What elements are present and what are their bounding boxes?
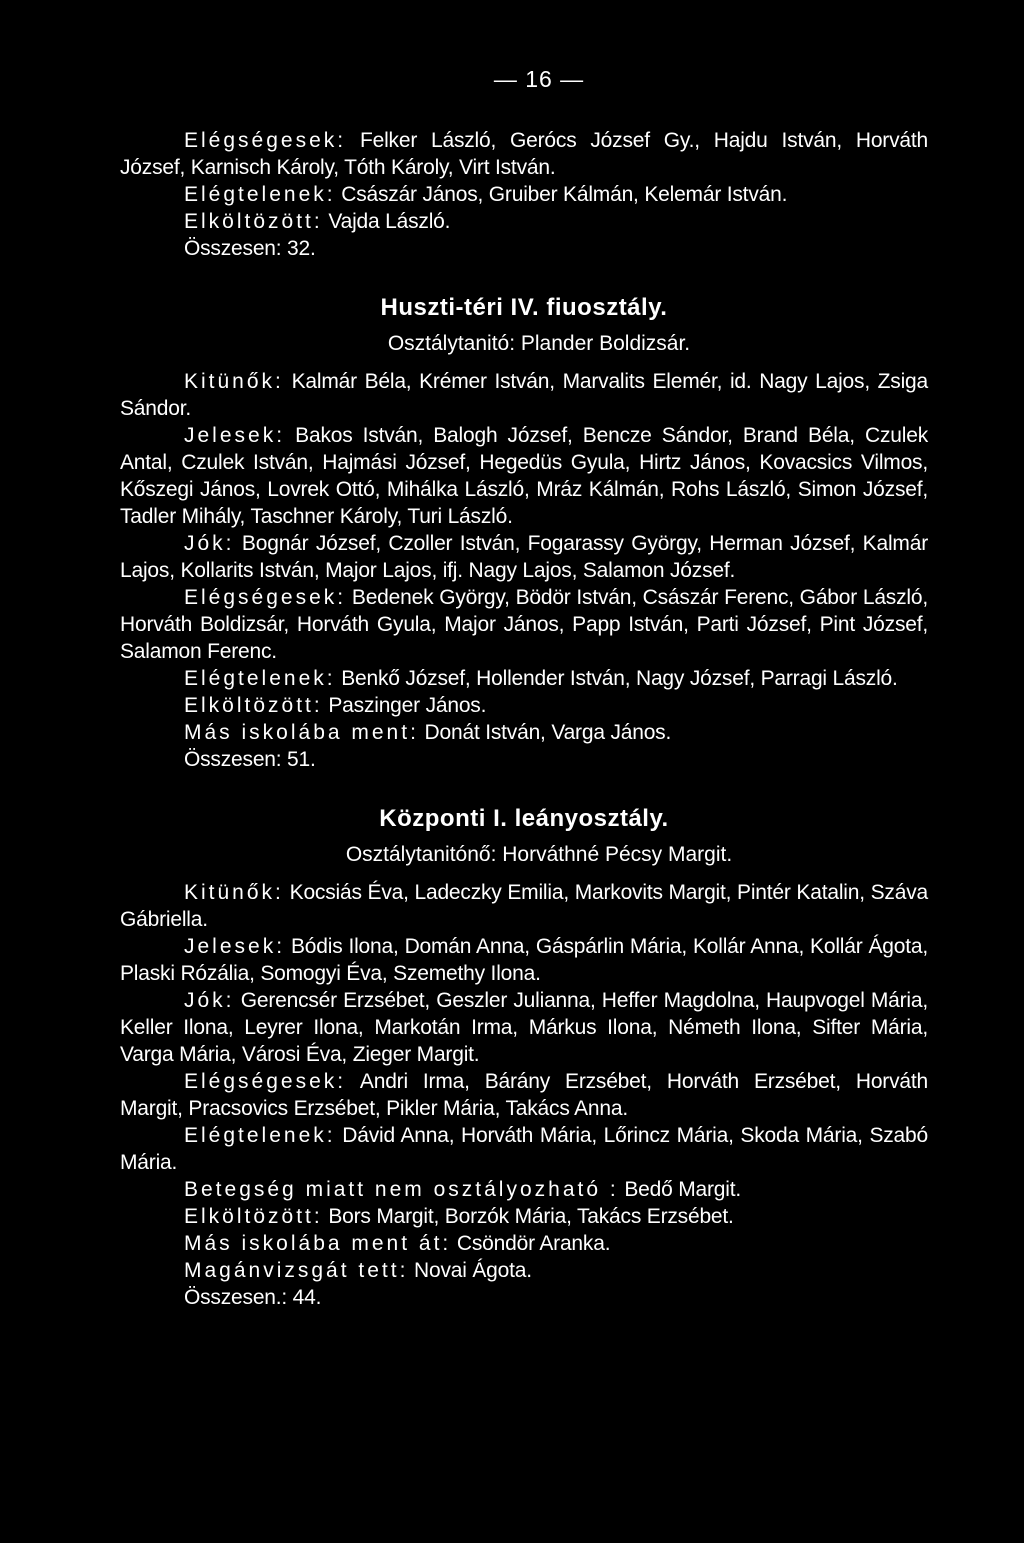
- section-huszti-teri: [120, 294, 928, 773]
- paragraph-label: Elégségesek:: [184, 1070, 347, 1093]
- paragraph-label: Jók:: [184, 532, 235, 555]
- paragraph-label: Elégségesek:: [184, 129, 347, 152]
- page-number: — 16 —: [493, 66, 585, 92]
- paragraph-label: Elégtelenek:: [184, 183, 336, 206]
- section-title: Huszti-téri IV. fiuosztály.: [380, 294, 668, 321]
- paragraph-betegseg: [120, 1176, 928, 1203]
- paragraph-elkoltozott: [120, 692, 928, 719]
- paragraph-mas-iskolaba: [120, 719, 928, 746]
- paragraph-text: Csöndör Aranka.: [451, 1232, 611, 1255]
- paragraph-text: Összesen: 51.: [184, 748, 316, 771]
- paragraph-elegtelenek: [120, 665, 928, 692]
- paragraph-label: Más iskolába ment át:: [184, 1232, 452, 1255]
- paragraph-text: Gerencsér Erzsébet, Geszler Julianna, Heffer Magdolna, Haupvogel Mária, Keller Ilona, Leyrer Ilona, Markotán Irma, Márkus Ilona, Németh Ilona, Sifter Mária, Varga Mária, Városi Éva, Zieger Margit.: [120, 989, 928, 1066]
- paragraph-mas-iskolaba: [120, 1230, 928, 1257]
- paragraph-elegtelenek: [120, 181, 928, 208]
- section-title: Központi I. leányosztály.: [379, 805, 669, 832]
- paragraph-jok: [120, 987, 928, 1068]
- paragraph-elegsegesek: [120, 127, 928, 181]
- paragraph-text: Összesen: 32.: [184, 237, 316, 260]
- paragraph-elkoltozott: [120, 208, 928, 235]
- paragraph-kitunok: [120, 879, 928, 933]
- paragraph-kitunok: [120, 368, 928, 422]
- paragraph-label: Elköltözött:: [184, 694, 323, 717]
- paragraph-text: Donát István, Varga János.: [418, 721, 672, 744]
- paragraph-label: Betegség miatt nem osztályozható :: [184, 1178, 619, 1201]
- paragraph-text: Kalmár Béla, Krémer István, Marvalits Elemér, id. Nagy Lajos, Zsiga Sándor.: [120, 370, 928, 420]
- paragraph-jelesek: [120, 422, 928, 530]
- paragraph-label: Jelesek:: [184, 424, 286, 447]
- paragraph-text: Vajda László.: [322, 210, 451, 233]
- paragraph-text: Paszinger János.: [322, 694, 487, 717]
- paragraph-label: Elégtelenek:: [184, 1124, 336, 1147]
- paragraph-osszesen: [120, 235, 928, 262]
- paragraph-label: Kitünők:: [184, 370, 284, 393]
- paragraph-text: Császár János, Gruiber Kálmán, Kelemár István.: [335, 183, 788, 206]
- paragraph-label: Kitünők:: [184, 881, 284, 904]
- paragraph-text: Benkő József, Hollender István, Nagy József, Parragi László.: [335, 667, 898, 690]
- section-kozponti: [120, 805, 928, 1311]
- paragraph-osszesen: [120, 1284, 928, 1311]
- section-teacher: Osztálytanitó: Plander Boldizsár.: [387, 332, 691, 355]
- page-content: [120, 66, 928, 1311]
- paragraph-text: Felker László, Gerócs József Gy., Hajdu István, Horváth József, Karnisch Károly, Tóth Károly, Virt István.: [120, 129, 928, 179]
- paragraph-label: Elégségesek:: [184, 586, 347, 609]
- paragraph-jok: [120, 530, 928, 584]
- paragraph-label: Elégtelenek:: [184, 667, 336, 690]
- paragraph-label: Más iskolába ment:: [184, 721, 419, 744]
- paragraph-label: Elköltözött:: [184, 210, 323, 233]
- paragraph-text: Novai Ágota.: [408, 1259, 532, 1282]
- paragraph-text: Andri Irma, Bárány Erzsébet, Horváth Erzsébet, Horváth Margit, Pracsovics Erzsébet, Pikler Mária, Takács Anna.: [120, 1070, 928, 1120]
- paragraph-text: Bognár József, Czoller István, Fogarassy György, Herman József, Kalmár Lajos, Kollarits István, Major Lajos, ifj. Nagy Lajos, Salamon József.: [120, 532, 928, 582]
- paragraph-text: Bódis Ilona, Domán Anna, Gáspárlin Mária, Kollár Anna, Kollár Ágota, Plaski Rózália, Somogyi Éva, Szemethy Ilona.: [120, 935, 928, 985]
- paragraph-text: Bedenek György, Bödör István, Császár Ferenc, Gábor László, Horváth Boldizsár, Horváth Gyula, Major János, Papp István, Parti József, Pint József, Salamon Ferenc.: [120, 586, 928, 663]
- paragraph-osszesen: [120, 746, 928, 773]
- section-continuation: [120, 127, 928, 262]
- paragraph-text: Bakos István, Balogh József, Bencze Sándor, Brand Béla, Czulek Antal, Czulek István, Hajmási József, Hegedüs Gyula, Hirtz János, Kovacsics Vilmos, Kőszegi János, Lovrek Ottó, Mihálka László, Mráz Kálmán, Rohs László, Simon József, Tadler Mihály, Taschner Károly, Turi László.: [120, 424, 928, 528]
- paragraph-label: Jelesek:: [184, 935, 286, 958]
- paragraph-elkoltozott: [120, 1203, 928, 1230]
- section-teacher: Osztálytanitónő: Horváthné Pécsy Margit.: [345, 843, 733, 866]
- paragraph-elegsegesek: [120, 584, 928, 665]
- paragraph-text: Bedő Margit.: [618, 1178, 741, 1201]
- paragraph-jelesek: [120, 933, 928, 987]
- paragraph-text: Kocsiás Éva, Ladeczky Emilia, Markovits Margit, Pintér Katalin, Száva Gábriella.: [120, 881, 928, 931]
- paragraph-text: Összesen.: 44.: [184, 1286, 322, 1309]
- paragraph-maganvizsga: [120, 1257, 928, 1284]
- paragraph-label: Magánvizsgát tett:: [184, 1259, 409, 1282]
- paragraph-label: Elköltözött:: [184, 1205, 323, 1228]
- paragraph-label: Jók:: [184, 989, 235, 1012]
- paragraph-elegtelenek: [120, 1122, 928, 1176]
- paragraph-elegsegesek: [120, 1068, 928, 1122]
- paragraph-text: Dávid Anna, Horváth Mária, Lőrincz Mária, Skoda Mária, Szabó Mária.: [120, 1124, 928, 1174]
- paragraph-text: Bors Margit, Borzók Mária, Takács Erzsébet.: [322, 1205, 734, 1228]
